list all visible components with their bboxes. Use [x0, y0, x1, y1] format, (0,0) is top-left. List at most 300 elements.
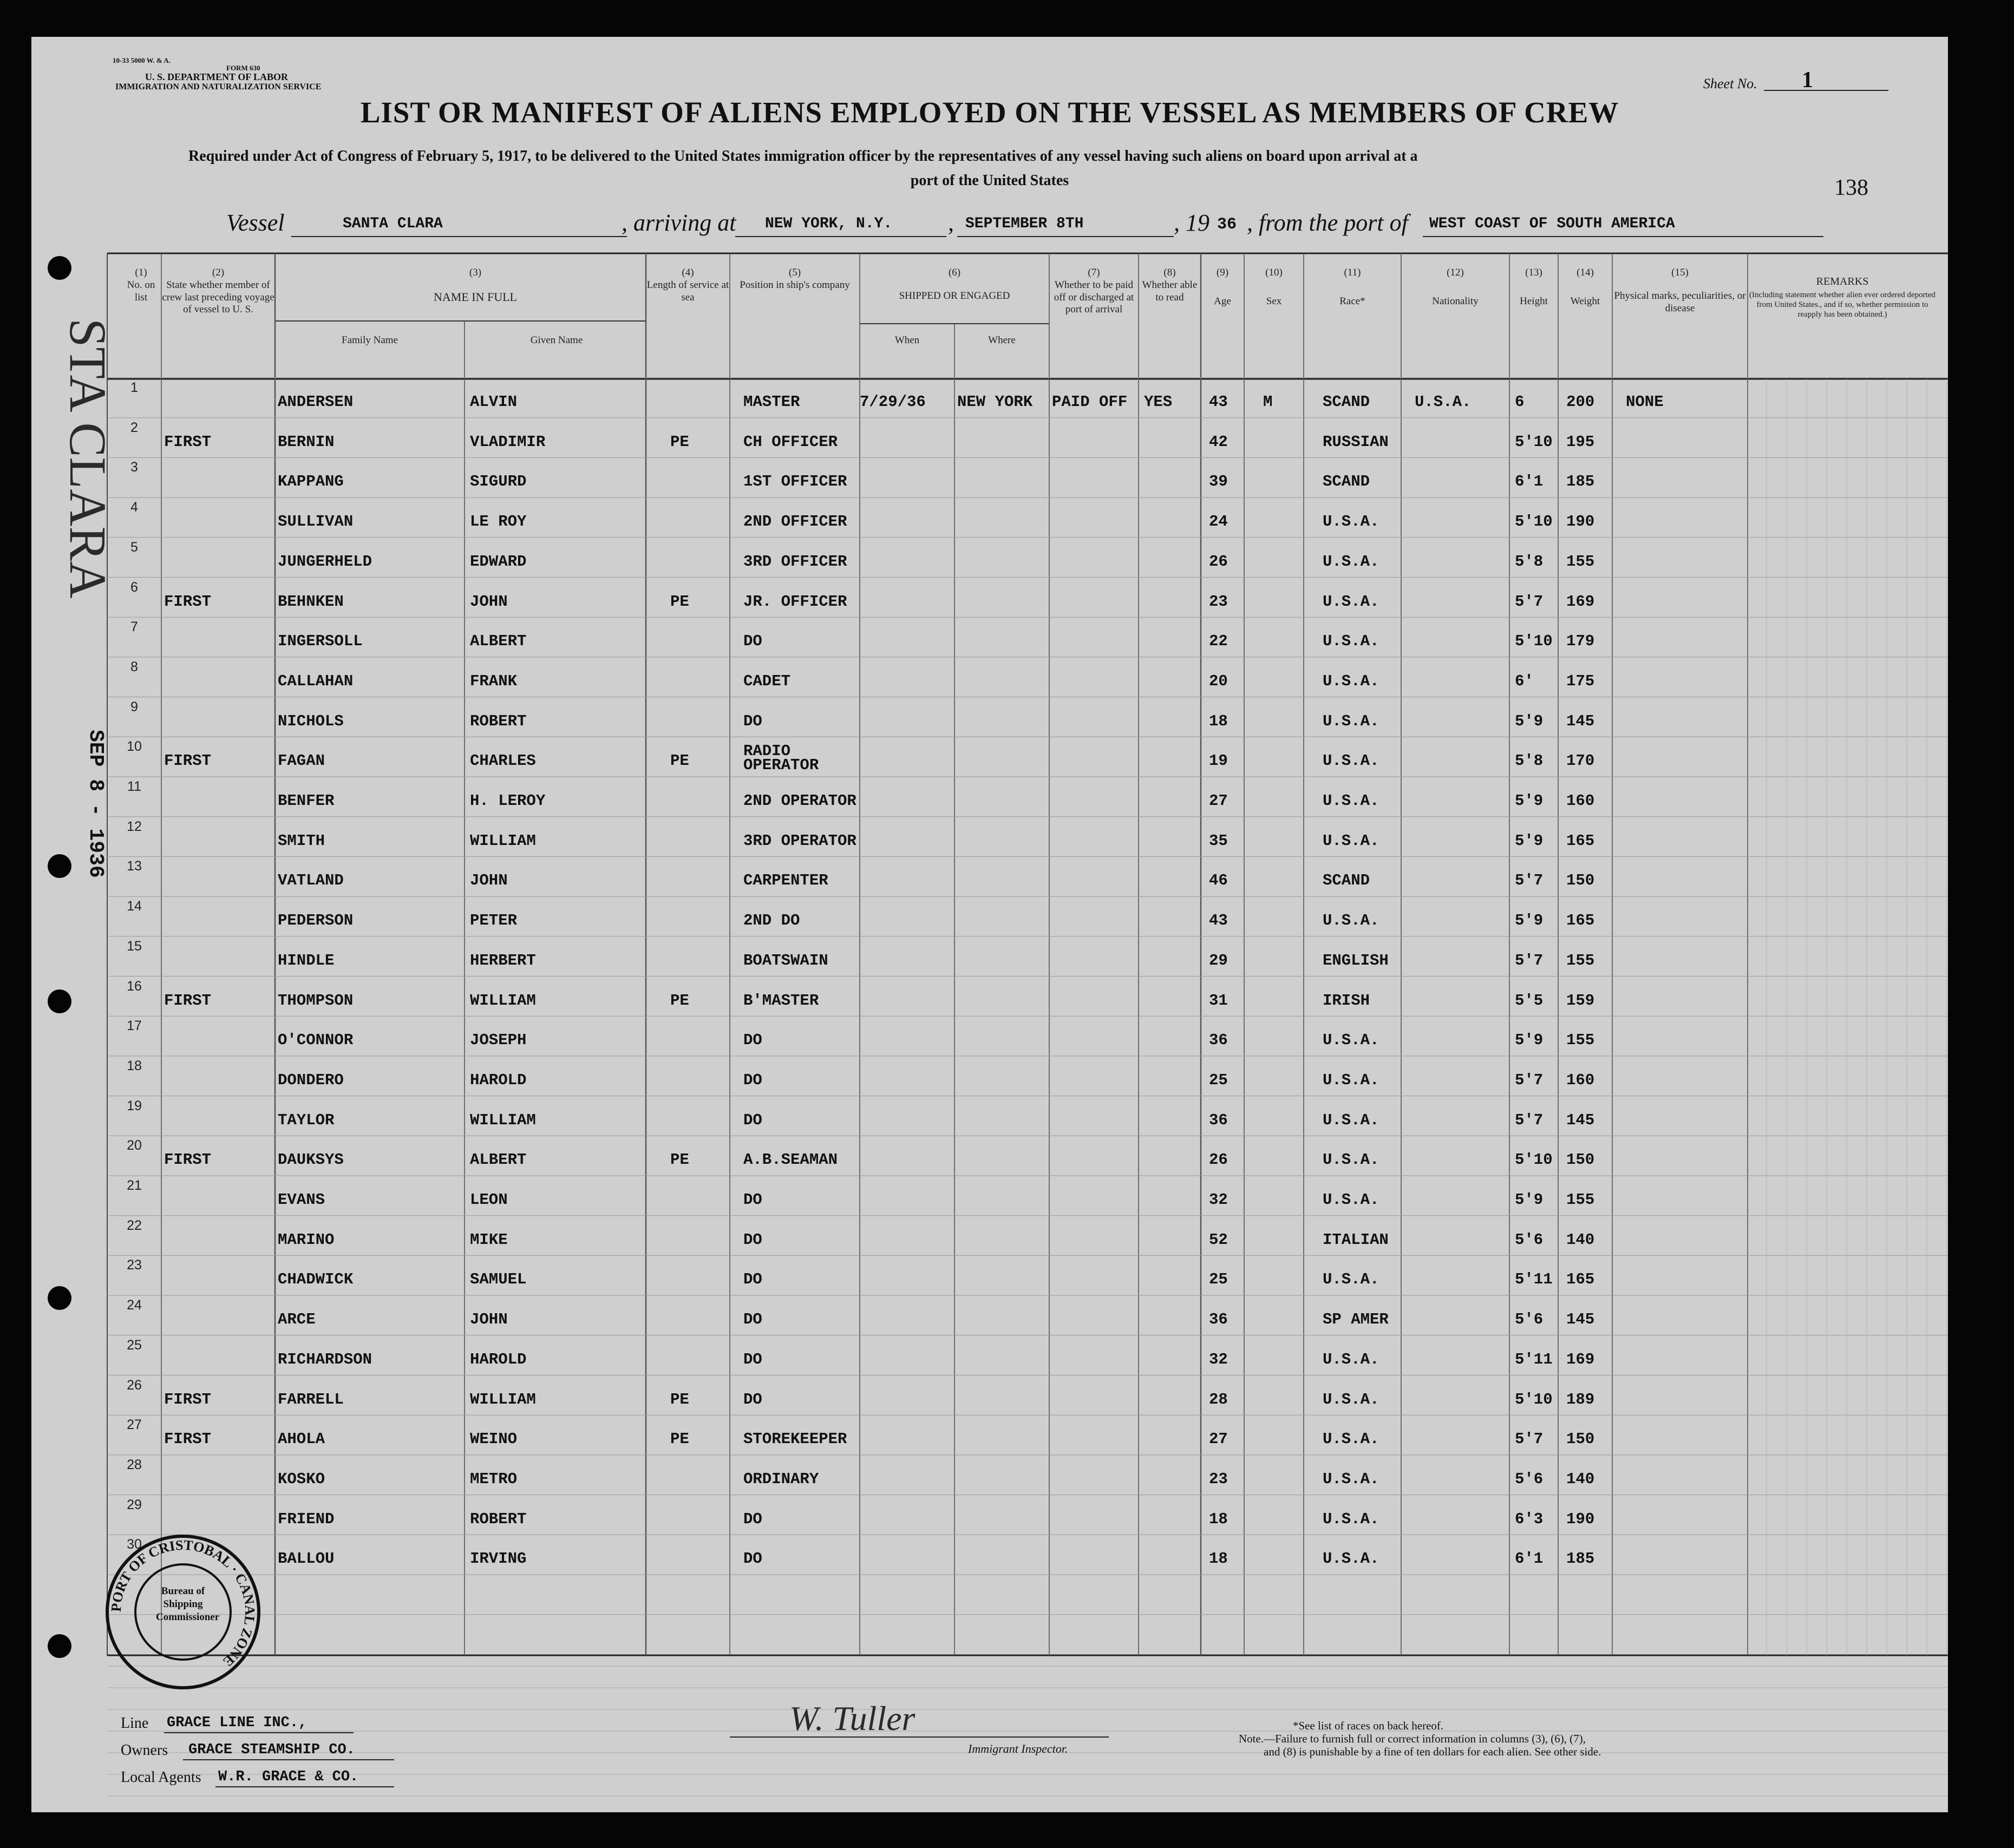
- cell-age: 36: [1209, 1310, 1228, 1329]
- cell-height: 5'7: [1515, 951, 1544, 969]
- cell-weight: 150: [1566, 871, 1595, 890]
- cell-height: 5'11: [1515, 1270, 1553, 1289]
- cell-given: PETER: [470, 912, 518, 930]
- line-label: Line: [121, 1715, 149, 1732]
- cell-weight: 150: [1566, 1151, 1595, 1169]
- cell-weight: 159: [1566, 991, 1595, 1010]
- subtitle-line-1: Required under Act of Congress of February 5, 1917, to be delivered to the United States immigration officer by the representatives of any vessel having such aliens on board upon arrival at a: [188, 148, 1418, 165]
- cell-family: FRIEND: [278, 1510, 335, 1528]
- form-number: FORM 630: [226, 64, 260, 72]
- header-col8: (8) Whether able to read: [1142, 267, 1198, 303]
- cell-weight: 150: [1566, 1430, 1595, 1449]
- cell-age: 26: [1209, 1151, 1228, 1169]
- cell-given: MIKE: [470, 1230, 508, 1249]
- cell-position: DO: [743, 1230, 762, 1249]
- cell-family: EVANS: [278, 1191, 325, 1209]
- penalty-note-2: and (8) is punishable by a fine of ten dollars for each alien. See other side.: [1264, 1745, 1601, 1758]
- cell-given: HERBERT: [470, 951, 536, 969]
- cell-position: DO: [743, 1350, 762, 1368]
- service-name: IMMIGRATION AND NATURALIZATION SERVICE: [115, 82, 322, 91]
- cell-family: THOMPSON: [278, 991, 354, 1010]
- cell-height: 5'7: [1515, 1430, 1544, 1449]
- cell-no: 21: [127, 1178, 142, 1193]
- cell-no: 17: [127, 1018, 142, 1034]
- cell-age: 24: [1209, 513, 1228, 531]
- cell-family: VATLAND: [278, 871, 344, 890]
- margin-date-stamp: SEP 8 - 1936: [84, 730, 107, 878]
- cell-prev: FIRST: [164, 1430, 212, 1449]
- inspector-signature: W. Tuller: [789, 1699, 916, 1738]
- cell-weight: 195: [1566, 432, 1595, 451]
- cell-weight: 165: [1566, 831, 1595, 850]
- line-value: GRACE LINE INC.,: [167, 1715, 308, 1731]
- cell-height: 5'9: [1515, 831, 1544, 850]
- cell-height: 5'7: [1515, 1071, 1544, 1089]
- cell-given: VLADIMIR: [470, 432, 546, 451]
- owners-label: Owners: [121, 1742, 168, 1759]
- cell-service: PE: [670, 991, 689, 1010]
- cell-height: 6': [1515, 672, 1534, 690]
- cell-position: DO: [743, 1270, 762, 1289]
- cell-position: STOREKEEPER: [743, 1430, 847, 1449]
- arriving-label: , arriving at: [622, 209, 736, 236]
- cell-no: 1: [130, 380, 138, 395]
- cell-read: YES: [1144, 393, 1173, 411]
- cell-position: MASTER: [743, 393, 800, 411]
- cell-family: BALLOU: [278, 1550, 335, 1568]
- cell-position: CADET: [743, 672, 791, 690]
- cell-no: 26: [127, 1377, 142, 1393]
- arrival-underline: [735, 236, 946, 237]
- cell-race: U.S.A.: [1323, 592, 1379, 611]
- department-name: U. S. DEPARTMENT OF LABOR: [145, 71, 289, 82]
- header-col3: (3) NAME IN FULL: [434, 267, 517, 304]
- subtitle-line-2: port of the United States: [910, 172, 1069, 189]
- seal-inner-text: Bureau of Shipping Commissioner: [156, 1585, 220, 1623]
- penalty-note-1: Note.—Failure to furnish full or correct information in columns (3), (6), (7),: [1239, 1732, 1586, 1745]
- cell-service: PE: [670, 432, 689, 451]
- cell-height: 5'8: [1515, 752, 1544, 770]
- cell-age: 32: [1209, 1350, 1228, 1368]
- cell-position: DO: [743, 1390, 762, 1408]
- cell-race: U.S.A.: [1323, 752, 1379, 770]
- cell-no: 8: [130, 659, 138, 674]
- sheet-no-line: [1764, 90, 1888, 91]
- cell-race: U.S.A.: [1323, 1191, 1379, 1209]
- cell-height: 5'10: [1515, 432, 1553, 451]
- cell-position: 3RD OPERATOR: [743, 831, 856, 850]
- cell-age: 32: [1209, 1191, 1228, 1209]
- cell-age: 23: [1209, 1470, 1228, 1488]
- cell-family: BERNIN: [278, 432, 335, 451]
- cell-no: 3: [130, 460, 138, 475]
- page-title: LIST OR MANIFEST OF ALIENS EMPLOYED ON THE VESSEL AS MEMBERS OF CREW: [360, 96, 1619, 129]
- arrival-year: 36: [1217, 215, 1237, 234]
- inspector-label: Immigrant Inspector.: [968, 1742, 1068, 1755]
- cell-sex: M: [1263, 393, 1273, 411]
- cell-no: 25: [127, 1337, 142, 1353]
- cell-given: METRO: [470, 1470, 518, 1488]
- cell-age: 18: [1209, 712, 1228, 730]
- cell-weight: 175: [1566, 672, 1595, 690]
- cell-position: DO: [743, 1310, 762, 1329]
- header-where: Where: [988, 335, 1016, 346]
- header-remarks: REMARKS (Including statement whether alien ever ordered deported from United States., and if so, whether permission to reapply has been obtained.): [1749, 276, 1936, 319]
- cell-weight: 145: [1566, 1111, 1595, 1129]
- header-col2: (2) State whether member of crew last preceding voyage of vessel to U. S.: [162, 267, 274, 316]
- cell-height: 5'6: [1515, 1230, 1544, 1249]
- cell-position: DO: [743, 1111, 762, 1129]
- cell-weight: 200: [1566, 393, 1595, 411]
- cell-height: 5'9: [1515, 1031, 1544, 1050]
- cell-age: 52: [1209, 1230, 1228, 1249]
- vessel-name: SANTA CLARA: [343, 215, 443, 232]
- cell-weight: 155: [1566, 951, 1595, 969]
- cell-given: WILLIAM: [470, 991, 536, 1010]
- cell-height: 5'5: [1515, 991, 1544, 1010]
- cell-height: 5'9: [1515, 1191, 1544, 1209]
- cell-race: U.S.A.: [1323, 1550, 1379, 1568]
- header-col1: (1) No. on list: [127, 267, 155, 303]
- cell-age: 42: [1209, 432, 1228, 451]
- header-when: When: [894, 335, 920, 346]
- cell-height: 5'9: [1515, 912, 1544, 930]
- cell-paid: PAID OFF: [1052, 393, 1128, 411]
- header-col14: (14) Weight: [1570, 267, 1600, 307]
- cell-height: 5'10: [1515, 513, 1553, 531]
- cell-weight: 165: [1566, 912, 1595, 930]
- cell-weight: 160: [1566, 792, 1595, 810]
- departure-port: WEST COAST OF SOUTH AMERICA: [1429, 215, 1675, 232]
- cell-family: CALLAHAN: [278, 672, 354, 690]
- header-col10: (10) Sex: [1265, 267, 1283, 307]
- cell-position: CH OFFICER: [743, 432, 838, 451]
- cell-weight: 145: [1566, 712, 1595, 730]
- cell-race: U.S.A.: [1323, 1350, 1379, 1368]
- cell-race: SP AMER: [1323, 1310, 1389, 1329]
- cell-no: 9: [130, 699, 138, 715]
- cell-race: U.S.A.: [1323, 712, 1379, 730]
- cell-family: SMITH: [278, 831, 325, 850]
- cell-weight: 160: [1566, 1071, 1595, 1089]
- cell-no: 22: [127, 1217, 142, 1233]
- cell-position: CARPENTER: [743, 871, 828, 890]
- header-col5: (5) Position in ship's company: [740, 267, 850, 291]
- cell-height: 5'10: [1515, 1390, 1553, 1408]
- cell-weight: 145: [1566, 1310, 1595, 1329]
- cell-position: DO: [743, 712, 762, 730]
- from-port-label: , from the port of: [1247, 209, 1408, 236]
- cell-no: 12: [127, 818, 142, 834]
- cell-height: 5'10: [1515, 632, 1553, 651]
- cell-prev: FIRST: [164, 991, 212, 1010]
- cell-age: 27: [1209, 1430, 1228, 1449]
- cell-family: BEHNKEN: [278, 592, 344, 611]
- agents-value: W.R. GRACE & CO.: [218, 1769, 359, 1785]
- cell-family: KOSKO: [278, 1470, 325, 1488]
- cell-weight: 185: [1566, 473, 1595, 491]
- cell-weight: 169: [1566, 592, 1595, 611]
- cell-age: 18: [1209, 1550, 1228, 1568]
- seal-outer-text: PORT OF CRISTOBAL · CANAL ZONE: [108, 1537, 258, 1670]
- cell-given: LEON: [470, 1191, 508, 1209]
- cell-age: 31: [1209, 991, 1228, 1010]
- header-col13: (13) Height: [1520, 267, 1548, 307]
- header-col15: (15) Physical marks, peculiarities, or disease: [1614, 267, 1746, 314]
- cell-race: RUSSIAN: [1323, 432, 1389, 451]
- cell-family: AHOLA: [278, 1430, 325, 1449]
- cell-no: 18: [127, 1058, 142, 1073]
- cell-age: 28: [1209, 1390, 1228, 1408]
- cell-family: DAUKSYS: [278, 1151, 344, 1169]
- cell-marks: NONE: [1626, 393, 1664, 411]
- cell-race: U.S.A.: [1323, 1270, 1379, 1289]
- cell-weight: 140: [1566, 1470, 1595, 1488]
- cell-age: 25: [1209, 1071, 1228, 1089]
- cell-given: WILLIAM: [470, 831, 536, 850]
- cell-race: ENGLISH: [1323, 951, 1389, 969]
- cell-no: 24: [127, 1297, 142, 1313]
- cell-family: PEDERSON: [278, 912, 354, 930]
- cell-given: JOHN: [470, 1310, 508, 1329]
- cell-age: 19: [1209, 752, 1228, 770]
- cell-no: 11: [127, 779, 141, 794]
- cell-weight: 155: [1566, 552, 1595, 571]
- cell-race: SCAND: [1323, 473, 1370, 491]
- cell-height: 6'1: [1515, 1550, 1544, 1568]
- cell-given: H. LEROY: [470, 792, 546, 810]
- cell-position: DO: [743, 632, 762, 651]
- cell-age: 22: [1209, 632, 1228, 651]
- cell-age: 36: [1209, 1111, 1228, 1129]
- cell-race: U.S.A.: [1323, 632, 1379, 651]
- cell-prev: FIRST: [164, 592, 212, 611]
- cell-position: BOATSWAIN: [743, 951, 828, 969]
- cell-given: LE ROY: [470, 513, 527, 531]
- cell-no: 4: [130, 500, 138, 515]
- cell-race: SCAND: [1323, 393, 1370, 411]
- cell-age: 18: [1209, 1510, 1228, 1528]
- header-family-name: Family Name: [342, 335, 398, 346]
- cell-race: U.S.A.: [1323, 1071, 1379, 1089]
- cell-height: 6'3: [1515, 1510, 1544, 1528]
- cell-weight: 190: [1566, 513, 1595, 531]
- cell-race: U.S.A.: [1323, 552, 1379, 571]
- cell-family: TAYLOR: [278, 1111, 335, 1129]
- cell-weight: 190: [1566, 1510, 1595, 1528]
- cell-race: U.S.A.: [1323, 1510, 1379, 1528]
- cell-given: SIGURD: [470, 473, 527, 491]
- arrival-date: SEPTEMBER 8TH: [965, 215, 1084, 232]
- cell-family: SULLIVAN: [278, 513, 354, 531]
- cell-age: 23: [1209, 592, 1228, 611]
- cell-weight: 169: [1566, 1350, 1595, 1368]
- cell-given: JOSEPH: [470, 1031, 527, 1050]
- race-note: *See list of races on back hereof.: [1293, 1719, 1444, 1732]
- cell-no: 20: [127, 1138, 142, 1154]
- year-prefix: , 19: [1174, 209, 1209, 236]
- cell-position: A.B.SEAMAN: [743, 1151, 838, 1169]
- cell-where: NEW YORK: [957, 393, 1033, 411]
- cell-weight: 165: [1566, 1270, 1595, 1289]
- cell-service: PE: [670, 1430, 689, 1449]
- cell-height: 5'10: [1515, 1151, 1553, 1169]
- margin-vessel-stamp: STA CLARA: [59, 318, 117, 599]
- cell-no: 5: [130, 539, 138, 555]
- cell-given: WEINO: [470, 1430, 518, 1449]
- punch-hole: [48, 989, 71, 1013]
- cell-when: 7/29/36: [860, 393, 926, 411]
- cell-no: 15: [127, 938, 142, 954]
- cell-weight: 155: [1566, 1031, 1595, 1050]
- cell-no: 10: [127, 739, 142, 755]
- cell-position: DO: [743, 1550, 762, 1568]
- punch-hole: [48, 256, 71, 280]
- cell-no: 19: [127, 1098, 142, 1113]
- cell-weight: 179: [1566, 632, 1595, 651]
- cell-race: SCAND: [1323, 871, 1370, 890]
- owners-value: GRACE STEAMSHIP CO.: [188, 1742, 355, 1758]
- cell-position: JR. OFFICER: [743, 592, 847, 611]
- cell-prev: FIRST: [164, 432, 212, 451]
- cell-position: RADIO OPERATOR: [743, 742, 819, 775]
- header-col9: (9) Age: [1214, 267, 1231, 307]
- punch-hole: [48, 1286, 71, 1310]
- agents-label: Local Agents: [121, 1769, 201, 1786]
- cell-service: PE: [670, 1151, 689, 1169]
- from-port-underline: [1423, 236, 1823, 237]
- cell-weight: 189: [1566, 1390, 1595, 1408]
- cell-age: 43: [1209, 393, 1228, 411]
- cell-given: EDWARD: [470, 552, 527, 571]
- cell-given: HAROLD: [470, 1071, 527, 1089]
- cell-position: DO: [743, 1031, 762, 1050]
- cell-family: HINDLE: [278, 951, 335, 969]
- cell-family: KAPPANG: [278, 473, 344, 491]
- vessel-underline: [291, 236, 627, 237]
- cell-given: ROBERT: [470, 712, 527, 730]
- date-underline: [957, 236, 1174, 237]
- cell-age: 43: [1209, 912, 1228, 930]
- cell-age: 46: [1209, 871, 1228, 890]
- cell-position: 3RD OFFICER: [743, 552, 847, 571]
- cell-family: DONDERO: [278, 1071, 344, 1089]
- cell-given: FRANK: [470, 672, 518, 690]
- cell-prev: FIRST: [164, 752, 212, 770]
- cell-family: FAGAN: [278, 752, 325, 770]
- cell-no: 14: [127, 899, 142, 914]
- cell-height: 5'9: [1515, 792, 1544, 810]
- cell-race: U.S.A.: [1323, 1470, 1379, 1488]
- cell-race: U.S.A.: [1323, 1031, 1379, 1050]
- cell-height: 5'11: [1515, 1350, 1553, 1368]
- cell-age: 26: [1209, 552, 1228, 571]
- cell-race: U.S.A.: [1323, 672, 1379, 690]
- cell-given: ALVIN: [470, 393, 518, 411]
- cell-height: 6: [1515, 393, 1525, 411]
- cell-given: SAMUEL: [470, 1270, 527, 1289]
- cell-race: U.S.A.: [1323, 513, 1379, 531]
- cell-family: ARCE: [278, 1310, 316, 1329]
- cell-race: U.S.A.: [1323, 1390, 1379, 1408]
- cell-family: O'CONNOR: [278, 1031, 354, 1050]
- cell-prev: FIRST: [164, 1151, 212, 1169]
- cell-race: U.S.A.: [1323, 792, 1379, 810]
- cell-weight: 170: [1566, 752, 1595, 770]
- cell-given: WILLIAM: [470, 1111, 536, 1129]
- cell-weight: 185: [1566, 1550, 1595, 1568]
- cell-position: ORDINARY: [743, 1470, 819, 1488]
- cell-height: 5'8: [1515, 552, 1544, 571]
- cell-race: U.S.A.: [1323, 912, 1379, 930]
- cell-position: 2ND DO: [743, 912, 800, 930]
- cell-age: 36: [1209, 1031, 1228, 1050]
- cell-given: ALBERT: [470, 632, 527, 651]
- cell-race: U.S.A.: [1323, 1430, 1379, 1449]
- cell-position: DO: [743, 1191, 762, 1209]
- cell-given: IRVING: [470, 1550, 527, 1568]
- cell-race: ITALIAN: [1323, 1230, 1389, 1249]
- cell-age: 25: [1209, 1270, 1228, 1289]
- cell-given: ALBERT: [470, 1151, 527, 1169]
- vessel-label: Vessel: [226, 209, 285, 236]
- cell-no: 2: [130, 420, 138, 435]
- cell-no: 23: [127, 1257, 142, 1273]
- punch-hole: [48, 1634, 71, 1658]
- cell-given: ROBERT: [470, 1510, 527, 1528]
- cell-service: PE: [670, 1390, 689, 1408]
- cell-race: IRISH: [1323, 991, 1370, 1010]
- cell-family: FARRELL: [278, 1390, 344, 1408]
- cell-height: 5'7: [1515, 1111, 1544, 1129]
- cell-family: JUNGERHELD: [278, 552, 372, 571]
- header-col7: (7) Whether to be paid off or discharged at port of arrival: [1054, 267, 1134, 316]
- cell-no: 7: [130, 619, 138, 635]
- cell-family: RICHARDSON: [278, 1350, 372, 1368]
- cell-family: MARINO: [278, 1230, 335, 1249]
- header-col6: (6) SHIPPED OR ENGAGED: [899, 267, 1010, 302]
- cell-family: CHADWICK: [278, 1270, 354, 1289]
- cell-nationality: U.S.A.: [1415, 393, 1472, 411]
- cell-service: PE: [670, 592, 689, 611]
- cell-given: CHARLES: [470, 752, 536, 770]
- cell-height: 5'7: [1515, 592, 1544, 611]
- cell-race: U.S.A.: [1323, 1111, 1379, 1129]
- cell-no: 28: [127, 1457, 142, 1472]
- cell-given: JOHN: [470, 871, 508, 890]
- cell-given: JOHN: [470, 592, 508, 611]
- punch-hole: [48, 854, 71, 878]
- form-code: 10-33 5000 W. & A.: [113, 56, 171, 64]
- cell-position: DO: [743, 1510, 762, 1528]
- sheet-no-label: Sheet No.: [1703, 76, 1757, 91]
- cell-weight: 140: [1566, 1230, 1595, 1249]
- sheet-no-value: 1: [1802, 68, 1813, 93]
- cell-age: 35: [1209, 831, 1228, 850]
- header-col4: (4) Length of service at sea: [646, 267, 729, 303]
- cell-given: HAROLD: [470, 1350, 527, 1368]
- cell-no: 30: [127, 1537, 142, 1552]
- cell-age: 27: [1209, 792, 1228, 810]
- cell-family: ANDERSEN: [278, 393, 354, 411]
- header-col12: (12) Nationality: [1432, 267, 1479, 307]
- cell-height: 5'6: [1515, 1310, 1544, 1329]
- cell-age: 29: [1209, 951, 1228, 969]
- cell-position: DO: [743, 1071, 762, 1089]
- cell-position: 1ST OFFICER: [743, 473, 847, 491]
- cell-no: 13: [127, 859, 142, 874]
- cell-age: 39: [1209, 473, 1228, 491]
